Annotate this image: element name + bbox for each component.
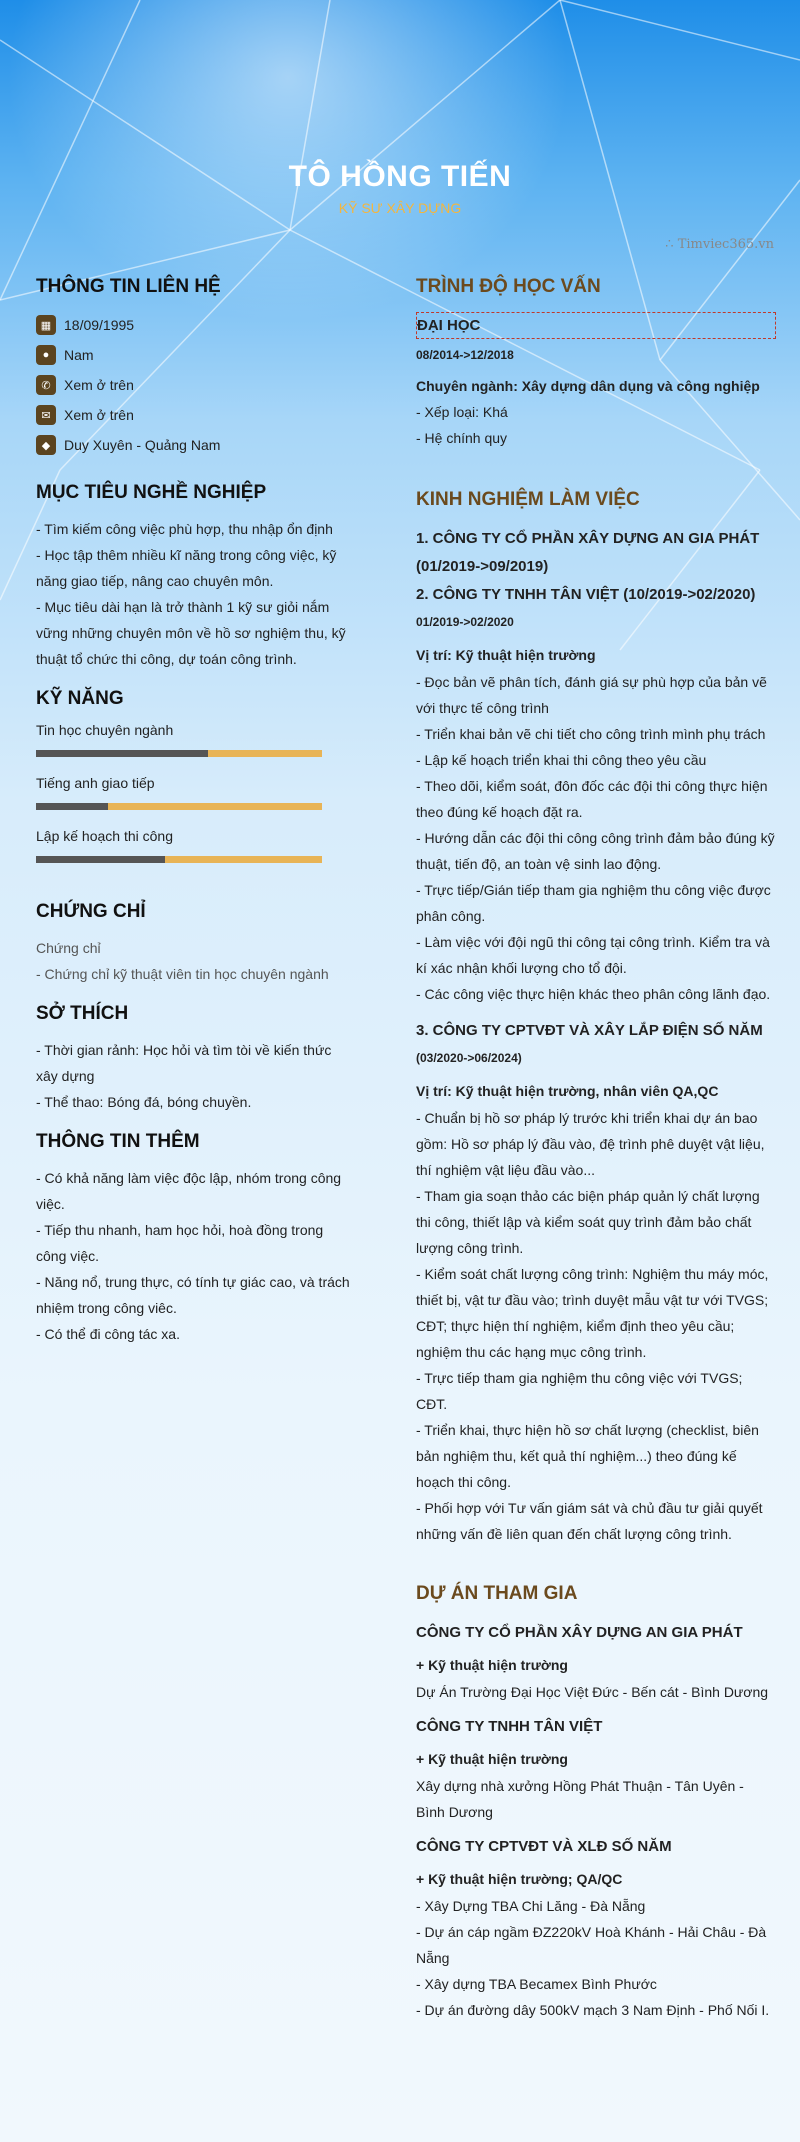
job-position: Vị trí: Kỹ thuật hiện trường	[416, 647, 596, 663]
skill-bar-fill	[36, 856, 165, 863]
phone-icon: ✆	[36, 375, 56, 395]
job-duty: - Lập kế hoạch triển khai thi công theo yêu cầu	[416, 752, 707, 768]
skill-bar-fill	[36, 803, 108, 810]
education-heading: TRÌNH ĐỘ HỌC VẤN	[416, 276, 601, 297]
job-duty: - Trực tiếp tham gia nghiệm thu công việc với TVGS; CĐT.	[416, 1370, 743, 1412]
skill-bar	[36, 856, 322, 863]
job-duty: - Hướng dẫn các đội thi công công trình đảm bảo đúng kỹ thuật, tiến độ, an toàn vệ sinh lao động.	[416, 830, 775, 872]
job-period: 01/2019->02/2020	[416, 615, 514, 629]
additional-line: - Tiếp thu nhanh, ham học hỏi, hoà đồng trong công việc.	[36, 1222, 324, 1264]
resume-header	[0, 0, 800, 260]
additional-info-heading: THÔNG TIN THÊM	[36, 1131, 200, 1152]
candidate-name: TÔ HỒNG TIẾN	[288, 160, 512, 193]
job-duty: - Phối hợp với Tư vấn giám sát và chủ đầu tư giải quyết những vấn đề liên quan đến chất lượng công trình.	[416, 1500, 763, 1542]
education-line: - Hệ chính quy	[416, 430, 508, 446]
projects-heading: DỰ ÁN THAM GIA	[416, 1583, 578, 1604]
experience-heading: KINH NGHIỆM LÀM VIỆC	[416, 489, 640, 510]
project-line: - Dự án cáp ngầm ĐZ220kV Hoà Khánh - Hải Châu - Đà Nẵng	[416, 1924, 767, 1966]
project-line: Dự Án Trường Đại Học Việt Đức - Bến cát - Bình Dương	[416, 1684, 769, 1700]
education-degree[interactable]: ĐẠI HỌC	[416, 312, 776, 339]
contact-birthdate	[36, 310, 354, 340]
education-major: Chuyên ngành: Xây dựng dân dụng và công nghiệp	[416, 378, 760, 394]
job-duty: - Chuẩn bị hồ sơ pháp lý trước khi triển khai dự án bao gồm: Hồ sơ pháp lý đầu vào, đệ trình phê duyệt vật liệu, thí nghiệm vật liệu đầu vào...	[416, 1110, 765, 1178]
objective-line: - Tìm kiếm công việc phù hợp, thu nhập ổn định	[36, 521, 333, 537]
skill-name: Tin học chuyên ngành	[36, 722, 174, 738]
project-line: - Xây Dựng TBA Chi Lăng - Đà Nẵng	[416, 1898, 646, 1914]
location-icon: ◆	[36, 435, 56, 455]
certificate-title: Chứng chỉ	[36, 940, 101, 956]
job-duty: - Tham gia soạn thảo các biện pháp quản lý chất lượng thi công, thiết lập và kiểm soát quy trình đảm bảo chất lượng công trình.	[416, 1188, 760, 1256]
brand-name: Timviec365.vn	[677, 237, 774, 252]
job-duty: - Các công việc thực hiện khác theo phân công lãnh đạo.	[416, 986, 771, 1002]
education-period: 08/2014->12/2018	[416, 348, 514, 362]
job-period: (03/2020->06/2024)	[416, 1051, 522, 1065]
contact-heading: THÔNG TIN LIÊN HỆ	[36, 276, 221, 297]
hobby-line: - Thể thao: Bóng đá, bóng chuyền.	[36, 1094, 252, 1110]
hobby-line: - Thời gian rảnh: Học hỏi và tìm tòi về kiến thức xây dựng	[36, 1042, 332, 1084]
hobbies-heading: SỞ THÍCH	[36, 1003, 129, 1024]
skill-bar	[36, 750, 322, 757]
skill-item	[36, 722, 354, 757]
skill-bar-fill	[36, 750, 208, 757]
skill-name: Lập kế hoạch thi công	[36, 828, 173, 844]
skills-heading: KỸ NĂNG	[36, 688, 124, 709]
skill-item	[36, 775, 354, 810]
certificates-heading: CHỨNG CHỈ	[36, 901, 146, 922]
job-title: 2. CÔNG TY TNHH TÂN VIỆT (10/2019->02/2020)	[416, 586, 756, 603]
job-duty: - Triển khai bản vẽ chi tiết cho công trình mình phụ trách	[416, 726, 766, 742]
additional-line: - Có khả năng làm việc độc lập, nhóm trong công việc.	[36, 1170, 342, 1212]
contact-text: Nam	[64, 347, 94, 363]
email-icon: ✉	[36, 405, 56, 425]
job-duty: - Đọc bản vẽ phân tích, đánh giá sự phù hợp của bản vẽ với thực tế công trình	[416, 674, 767, 716]
calendar-icon: ▦	[36, 315, 56, 335]
skill-bar	[36, 803, 322, 810]
project-company: CÔNG TY TNHH TÂN VIỆT	[416, 1718, 603, 1735]
job-title: 1. CÔNG TY CỔ PHẦN XÂY DỰNG AN GIA PHÁT (01/2019->09/2019)	[416, 530, 760, 575]
contact-gender	[36, 340, 354, 370]
user-icon: ●	[36, 345, 56, 365]
job-title: 3. CÔNG TY CPTVĐT VÀ XÂY LẮP ĐIỆN SỐ NĂM	[416, 1022, 763, 1039]
job-duty: - Kiểm soát chất lượng công trình: Nghiệm thu máy móc, thiết bị, vật tư đầu vào; trình duyệt mẫu vật tư với TVGS; CĐT; thực hiện thí nghiệm, kiểm định theo yêu cầu; nghiệm thu các hạng mục công trình.	[416, 1266, 769, 1360]
left-column	[36, 276, 354, 1347]
project-role: + Kỹ thuật hiện trường	[416, 1751, 568, 1767]
project-line: - Xây dựng TBA Becamex Bình Phước	[416, 1976, 657, 1992]
contact-phone	[36, 370, 354, 400]
contact-text: Xem ở trên	[64, 407, 134, 423]
objective-line: - Học tập thêm nhiều kĩ năng trong công việc, kỹ năng giao tiếp, nâng cao chuyên môn.	[36, 547, 337, 589]
project-company: CÔNG TY CỔ PHẦN XÂY DỰNG AN GIA PHÁT	[416, 1624, 743, 1641]
contact-address	[36, 430, 354, 460]
additional-line: - Có thể đi công tác xa.	[36, 1326, 180, 1342]
brand-watermark: ∴ Timviec365.vn	[665, 237, 774, 252]
objective-line: - Mục tiêu dài hạn là trở thành 1 kỹ sư giỏi nắm vững những chuyên môn về hồ sơ nghiệm thu, kỹ thuật tổ chức thi công, dự toán công trình.	[36, 599, 346, 667]
skill-item	[36, 828, 354, 863]
project-role: + Kỹ thuật hiện trường; QA/QC	[416, 1871, 623, 1887]
contact-text: Duy Xuyên - Quảng Nam	[64, 437, 221, 453]
job-duty: - Trực tiếp/Gián tiếp tham gia nghiệm thu công việc được phân công.	[416, 882, 771, 924]
education-line: - Xếp loại: Khá	[416, 404, 508, 420]
project-line: Xây dựng nhà xưởng Hồng Phát Thuận - Tân Uyên - Bình Dương	[416, 1778, 744, 1820]
contact-email	[36, 400, 354, 430]
certificate-item: - Chứng chỉ kỹ thuật viên tin học chuyên ngành	[36, 966, 329, 982]
project-company: CÔNG TY CPTVĐT VÀ XLĐ SỐ NĂM	[416, 1838, 672, 1855]
contact-text: Xem ở trên	[64, 377, 134, 393]
objective-heading: MỤC TIÊU NGHỀ NGHIỆP	[36, 482, 267, 503]
additional-line: - Năng nổ, trung thực, có tính tự giác cao, và trách nhiệm trong công viêc.	[36, 1274, 350, 1316]
project-role: + Kỹ thuật hiện trường	[416, 1657, 568, 1673]
project-line: - Dự án đường dây 500kV mạch 3 Nam Định - Phố Nối I.	[416, 2002, 770, 2018]
contact-text: 18/09/1995	[64, 317, 135, 333]
job-duty: - Theo dõi, kiểm soát, đôn đốc các đội thi công thực hiện theo đúng kế hoạch đặt ra.	[416, 778, 768, 820]
right-column	[416, 276, 776, 2023]
job-duty: - Làm việc với đội ngũ thi công tại công trình. Kiểm tra và kí xác nhận khối lượng cho tổ đội.	[416, 934, 770, 976]
skill-name: Tiếng anh giao tiếp	[36, 775, 155, 791]
job-position: Vị trí: Kỹ thuật hiện trường, nhân viên QA,QC	[416, 1083, 719, 1099]
job-duty: - Triển khai, thực hiện hồ sơ chất lượng (checklist, biên bản nghiệm thu, kết quả thí nghiệm...) theo đúng kế hoạch thi công.	[416, 1422, 759, 1490]
candidate-title: KỸ SƯ XÂY DỰNG	[338, 200, 462, 216]
